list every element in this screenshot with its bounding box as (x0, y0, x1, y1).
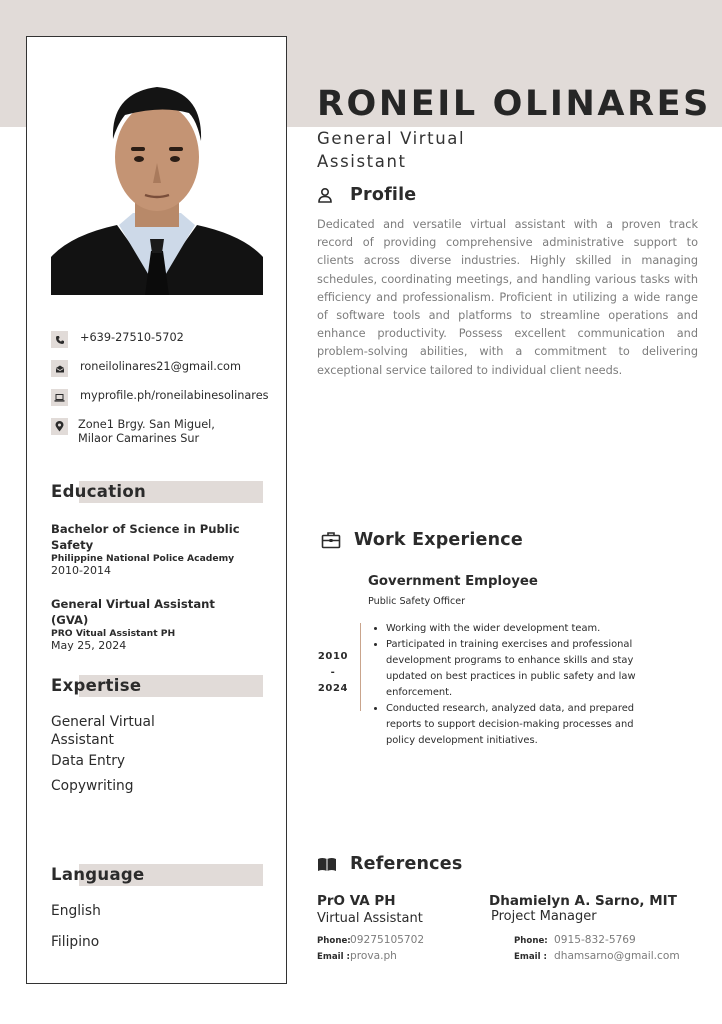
laptop-icon (51, 389, 68, 406)
email-address[interactable]: roneilolinares21@gmail.com (80, 360, 241, 373)
contact-website (51, 389, 269, 406)
book-icon (317, 853, 339, 875)
reference-role: Project Manager (491, 909, 597, 924)
list-item: • Conducted research, analyzed data, and prepared reports to support decision-making processes and policy development initiatives. (386, 701, 656, 749)
references-heading (317, 853, 462, 875)
profile-heading-text: Profile (350, 185, 417, 205)
reference-card (489, 892, 714, 965)
candidate-role: General Virtual Assistant (317, 129, 466, 171)
education-heading-text: Education (51, 482, 147, 501)
user-icon (317, 184, 339, 206)
education-entry (51, 596, 251, 652)
website-url[interactable]: myprofile.ph/roneilabinesolinares (80, 389, 269, 402)
expertise-item: Data Entry (51, 753, 126, 769)
reference-name: PrO VA PH (317, 893, 396, 909)
degree-title: Bachelor of Science in Public Safety (51, 522, 240, 552)
reference-email: Email : dhamsarno@gmail.com (514, 950, 680, 962)
education-date: 2010-2014 (51, 564, 111, 577)
job-subtitle: Public Safety Officer (368, 596, 466, 607)
list-item: • Working with the wider development team. (386, 621, 656, 637)
year-start: 2010 (317, 651, 349, 662)
profile-heading (317, 184, 416, 206)
contact-phone (51, 331, 184, 348)
phone-icon (51, 331, 68, 348)
work-years (315, 649, 351, 697)
school-name: PRO Vitual Assistant PH (51, 628, 176, 639)
reference-name: Dhamielyn A. Sarno, MIT (489, 893, 677, 909)
location-pin-icon (51, 418, 68, 435)
briefcase-icon (321, 529, 343, 551)
expertise-heading (51, 675, 263, 697)
education-entry (51, 521, 251, 577)
education-heading (51, 481, 263, 503)
address-line-1: Zone1 Brgy. San Miguel, (78, 418, 215, 431)
reference-email: Email :prova.ph (317, 950, 397, 962)
timeline-line (360, 623, 361, 711)
language-heading-text: Language (51, 865, 145, 884)
degree-title: General Virtual Assistant (GVA) (51, 597, 215, 627)
envelope-icon (51, 360, 68, 377)
year-separator: - (330, 667, 336, 678)
candidate-name: RONEIL OLINARES (317, 84, 711, 124)
work-experience-heading-text: Work Experience (354, 530, 523, 550)
profile-photo (51, 59, 263, 295)
list-item: • Participated in training exercises and professional development programs to enhance skills and stay updated on best practices in public safety and law enforcement. (386, 637, 656, 701)
job-title: Government Employee (368, 574, 538, 589)
expertise-item: Copywriting (51, 778, 134, 794)
contact-address (51, 418, 215, 446)
reference-phone: Phone: 0915-832-5769 (514, 934, 636, 946)
reference-phone: Phone:09275105702 (317, 934, 425, 946)
references-heading-text: References (350, 854, 463, 874)
contact-email (51, 360, 241, 377)
phone-number[interactable]: +639-27510-5702 (80, 331, 184, 344)
language-heading (51, 864, 263, 886)
expertise-heading-text: Expertise (51, 676, 142, 695)
sidebar (26, 36, 287, 984)
address-line-2: Milaor Camarines Sur (78, 432, 200, 445)
profile-summary: Dedicated and versatile virtual assistant with a proven track record of providing comprehensive administrative support to clients across diverse industries. Highly skilled in managing schedules, coordinating meetings, and handling various tasks with efficiency and professionalism. Proficient in utilizing a wide range of software tools and platforms to streamline operations and enhance productivity. Possess excellent communication and problem-solving abilities, with a commitment to delivering exceptional service tailored to individual client needs. (317, 218, 698, 377)
language-item: English (51, 903, 101, 919)
school-name: Philippine National Police Academy (51, 553, 235, 564)
education-date: May 25, 2024 (51, 639, 127, 652)
work-duties-list (372, 621, 656, 749)
reference-role: Virtual Assistant (317, 911, 423, 926)
expertise-item: General Virtual Assistant (51, 714, 155, 748)
language-item: Filipino (51, 934, 100, 950)
year-end: 2024 (317, 683, 349, 694)
work-experience-heading (321, 529, 523, 551)
address (78, 418, 215, 446)
